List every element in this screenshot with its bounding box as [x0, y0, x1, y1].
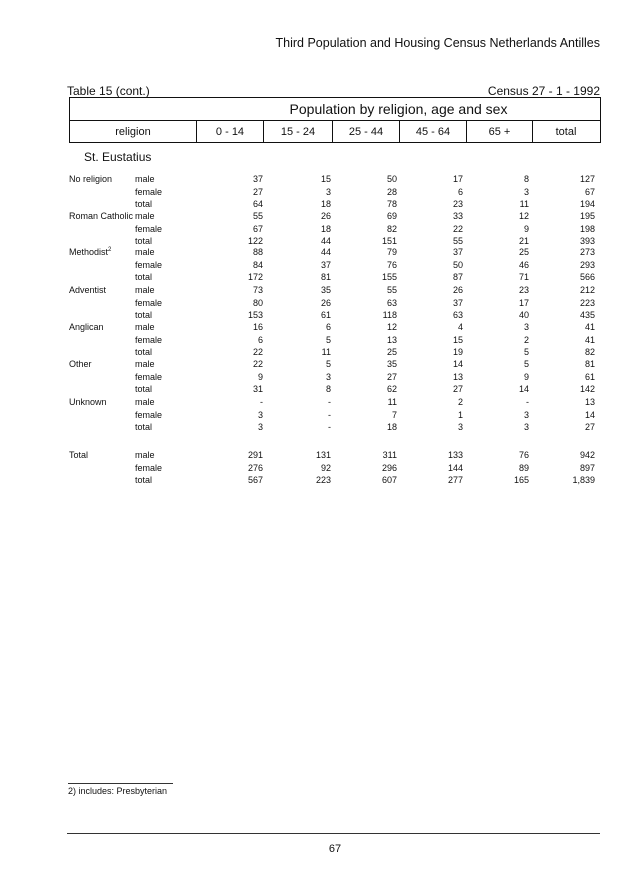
- sex-label: total: [135, 475, 153, 485]
- value-cell: 88: [252, 247, 263, 257]
- value-cell: 37: [320, 259, 331, 270]
- sex-label: male: [135, 322, 155, 332]
- value-cell: 63: [386, 297, 397, 308]
- value-cell: 80: [252, 297, 263, 308]
- value-cell: -: [328, 397, 331, 407]
- sex-label: total: [135, 384, 153, 394]
- religion-label: [69, 246, 111, 258]
- value-cell: 55: [252, 211, 263, 221]
- value-cell: 25: [518, 247, 529, 257]
- sex-label: female: [135, 409, 163, 420]
- value-cell: 87: [452, 272, 463, 282]
- sex-label: total: [135, 310, 153, 320]
- value-cell: 41: [584, 322, 595, 332]
- value-cell: 27: [252, 186, 263, 197]
- value-cell: 223: [315, 475, 331, 485]
- value-cell: 3: [325, 186, 331, 197]
- value-cell: 89: [518, 462, 529, 473]
- sex-label: male: [135, 174, 155, 184]
- value-cell: 14: [452, 359, 463, 369]
- value-cell: 607: [381, 475, 397, 485]
- value-cell: 55: [452, 236, 463, 246]
- value-cell: 50: [386, 174, 397, 184]
- value-cell: 194: [579, 199, 595, 209]
- value-cell: -: [328, 409, 331, 420]
- table-row: [0, 186, 630, 198]
- value-cell: 8: [523, 174, 529, 184]
- value-cell: 165: [513, 475, 529, 485]
- value-cell: 142: [579, 384, 595, 394]
- value-cell: 71: [518, 272, 529, 282]
- page-bottom-rule: [67, 833, 600, 834]
- sex-label: female: [135, 186, 163, 197]
- value-cell: 7: [391, 409, 397, 420]
- sex-label: female: [135, 297, 163, 308]
- value-cell: 296: [381, 462, 397, 473]
- religion-name: Methodist: [69, 247, 109, 257]
- value-cell: 311: [382, 450, 397, 460]
- value-cell: 18: [320, 199, 331, 209]
- sex-label: female: [135, 462, 163, 473]
- table-row: [0, 462, 630, 474]
- value-cell: -: [526, 397, 529, 407]
- value-cell: 17: [518, 297, 529, 308]
- value-cell: 35: [320, 285, 331, 295]
- value-cell: 3: [523, 322, 529, 332]
- religion-label: [69, 449, 88, 461]
- value-cell: 84: [252, 259, 263, 270]
- value-cell: 44: [320, 236, 331, 246]
- value-cell: 22: [252, 347, 263, 357]
- table-row: [0, 271, 630, 283]
- value-cell: 9: [523, 371, 529, 382]
- value-cell: 212: [579, 285, 595, 295]
- sex-label: female: [135, 371, 163, 382]
- value-cell: 942: [579, 450, 595, 460]
- table-row: [0, 474, 630, 486]
- value-cell: 5: [325, 334, 331, 345]
- table-row: [0, 259, 630, 271]
- value-cell: 8: [325, 384, 331, 394]
- value-cell: 61: [584, 371, 595, 382]
- value-cell: 26: [320, 297, 331, 308]
- table-row: [0, 309, 630, 321]
- value-cell: 22: [252, 359, 263, 369]
- table-row: [0, 449, 630, 461]
- column-header-age-0-14: 0 - 14: [197, 121, 264, 142]
- value-cell: 27: [386, 371, 397, 382]
- value-cell: 44: [320, 247, 331, 257]
- religion-name: No religion: [69, 174, 113, 184]
- value-cell: 14: [518, 384, 529, 394]
- value-cell: 31: [252, 384, 263, 394]
- value-cell: 131: [315, 450, 331, 460]
- value-cell: -: [260, 397, 263, 407]
- value-cell: 291: [247, 450, 263, 460]
- value-cell: 41: [584, 334, 595, 345]
- table-header: [69, 97, 601, 143]
- table-row: [0, 246, 630, 258]
- religion-label: [69, 358, 92, 370]
- sex-label: male: [135, 285, 155, 295]
- value-cell: 4: [457, 322, 463, 332]
- value-cell: 435: [579, 310, 595, 320]
- value-cell: 6: [257, 334, 263, 345]
- table-row: [0, 358, 630, 370]
- value-cell: 9: [257, 371, 263, 382]
- sex-label: female: [135, 334, 163, 345]
- table-row: [0, 334, 630, 346]
- value-cell: 567: [247, 475, 263, 485]
- table-row: [0, 210, 630, 222]
- value-cell: 1: [457, 409, 463, 420]
- value-cell: 13: [386, 334, 397, 345]
- value-cell: 6: [325, 322, 331, 332]
- sex-label: male: [135, 211, 155, 221]
- value-cell: 55: [386, 285, 397, 295]
- religion-label: [69, 284, 106, 296]
- value-cell: 13: [584, 397, 595, 407]
- value-cell: 73: [252, 285, 263, 295]
- table-row: [0, 346, 630, 358]
- value-cell: 82: [386, 223, 397, 234]
- value-cell: 223: [579, 297, 595, 308]
- value-cell: 81: [584, 359, 595, 369]
- value-cell: 23: [452, 199, 463, 209]
- table-row: [0, 396, 630, 408]
- value-cell: 35: [386, 359, 397, 369]
- value-cell: 127: [579, 174, 595, 184]
- value-cell: 273: [579, 247, 595, 257]
- sex-label: female: [135, 223, 163, 234]
- sex-label: total: [135, 347, 153, 357]
- value-cell: 26: [452, 285, 463, 295]
- value-cell: 19: [452, 347, 463, 357]
- value-cell: 67: [252, 223, 263, 234]
- sex-label: male: [135, 450, 155, 460]
- page-number: 67: [328, 843, 342, 855]
- value-cell: 40: [518, 310, 529, 320]
- value-cell: 897: [579, 462, 595, 473]
- value-cell: 3: [257, 409, 263, 420]
- value-cell: 3: [523, 409, 529, 420]
- island-heading: St. Eustatius: [84, 150, 152, 164]
- value-cell: 293: [579, 259, 595, 270]
- value-cell: 26: [320, 211, 331, 221]
- value-cell: 133: [447, 450, 463, 460]
- value-cell: 3: [523, 422, 529, 432]
- religion-name: Adventist: [69, 285, 107, 295]
- value-cell: 276: [247, 462, 263, 473]
- value-cell: 76: [518, 450, 529, 460]
- table-row: [0, 409, 630, 421]
- column-header-religion: religion: [70, 121, 197, 142]
- value-cell: 11: [321, 347, 331, 357]
- value-cell: 22: [452, 223, 463, 234]
- religion-label: [69, 210, 133, 222]
- sex-label: total: [135, 272, 153, 282]
- running-header: Third Population and Housing Census Netherlands Antilles: [275, 36, 600, 50]
- value-cell: 144: [447, 462, 463, 473]
- value-cell: 195: [579, 211, 595, 221]
- sex-label: male: [135, 247, 155, 257]
- value-cell: 27: [584, 422, 595, 432]
- value-cell: 69: [386, 211, 397, 221]
- column-header-row: [70, 120, 600, 142]
- value-cell: 5: [523, 347, 529, 357]
- value-cell: 16: [252, 322, 263, 332]
- value-cell: 11: [387, 397, 397, 407]
- value-cell: 62: [386, 384, 397, 394]
- value-cell: 37: [452, 247, 463, 257]
- footnote: 2) includes: Presbyterian: [68, 786, 168, 796]
- value-cell: 5: [325, 359, 331, 369]
- religion-name: Total: [69, 450, 89, 460]
- sex-label: female: [135, 259, 163, 270]
- value-cell: 151: [381, 236, 397, 246]
- value-cell: 15: [320, 174, 331, 184]
- value-cell: 122: [247, 236, 263, 246]
- table-row: [0, 284, 630, 296]
- value-cell: 78: [386, 199, 397, 209]
- value-cell: 92: [320, 462, 331, 473]
- religion-name: Roman Catholic: [69, 211, 134, 221]
- value-cell: 23: [518, 285, 529, 295]
- value-cell: 3: [325, 371, 331, 382]
- value-cell: 76: [386, 259, 397, 270]
- value-cell: 64: [252, 199, 263, 209]
- table-row: [0, 421, 630, 433]
- value-cell: 5: [523, 359, 529, 369]
- value-cell: 198: [579, 223, 595, 234]
- value-cell: 9: [523, 223, 529, 234]
- footnote-marker: 2: [108, 247, 112, 253]
- religion-label: [69, 396, 107, 408]
- value-cell: 277: [447, 475, 463, 485]
- footnote-rule: [68, 783, 173, 784]
- table-row: [0, 321, 630, 333]
- value-cell: 15: [452, 334, 463, 345]
- value-cell: 14: [584, 409, 595, 420]
- column-header-age-65-plus: 65 +: [467, 121, 533, 142]
- value-cell: 3: [457, 422, 463, 432]
- value-cell: 50: [452, 259, 463, 270]
- value-cell: 12: [386, 322, 397, 332]
- column-header-age-15-24: 15 - 24: [264, 121, 333, 142]
- value-cell: 13: [452, 371, 463, 382]
- table-row: [0, 173, 630, 185]
- value-cell: -: [328, 422, 331, 432]
- religion-name: Unknown: [69, 397, 107, 407]
- table-id: Table 15 (cont.): [67, 84, 150, 98]
- value-cell: 18: [320, 223, 331, 234]
- value-cell: 153: [247, 310, 263, 320]
- religion-name: Anglican: [69, 322, 104, 332]
- sex-label: total: [135, 422, 153, 432]
- sex-label: male: [135, 359, 155, 369]
- value-cell: 81: [320, 272, 331, 282]
- value-cell: 63: [452, 310, 463, 320]
- table-row: [0, 223, 630, 235]
- value-cell: 155: [381, 272, 397, 282]
- sex-label: total: [135, 236, 153, 246]
- sex-label: male: [135, 397, 155, 407]
- table-row: [0, 198, 630, 210]
- table-row: [0, 383, 630, 395]
- value-cell: 2: [457, 397, 463, 407]
- value-cell: 33: [452, 211, 463, 221]
- value-cell: 3: [523, 186, 529, 197]
- value-cell: 1,839: [572, 475, 595, 485]
- column-header-age-45-64: 45 - 64: [400, 121, 467, 142]
- religion-label: [69, 321, 104, 333]
- value-cell: 46: [518, 259, 529, 270]
- value-cell: 82: [584, 347, 595, 357]
- table-row: [0, 371, 630, 383]
- value-cell: 566: [579, 272, 595, 282]
- value-cell: 79: [386, 247, 397, 257]
- value-cell: 25: [386, 347, 397, 357]
- value-cell: 6: [457, 186, 463, 197]
- value-cell: 172: [247, 272, 263, 282]
- value-cell: 27: [452, 384, 463, 394]
- table-caption: Population by religion, age and sex: [289, 101, 508, 117]
- value-cell: 17: [452, 174, 463, 184]
- column-header-age-25-44: 25 - 44: [333, 121, 400, 142]
- value-cell: 37: [452, 297, 463, 308]
- value-cell: 12: [518, 211, 529, 221]
- religion-label: [69, 173, 112, 185]
- value-cell: 118: [382, 310, 397, 320]
- sex-label: total: [135, 199, 153, 209]
- value-cell: 37: [252, 174, 263, 184]
- value-cell: 11: [519, 199, 529, 209]
- table-row: [0, 297, 630, 309]
- column-header-total: total: [555, 125, 577, 138]
- value-cell: 67: [584, 186, 595, 197]
- value-cell: 28: [386, 186, 397, 197]
- value-cell: 61: [320, 310, 331, 320]
- value-cell: 21: [518, 236, 529, 246]
- religion-name: Other: [69, 359, 92, 369]
- value-cell: 3: [257, 422, 263, 432]
- value-cell: 18: [386, 422, 397, 432]
- census-date: Census 27 - 1 - 1992: [487, 84, 600, 98]
- value-cell: 393: [579, 236, 595, 246]
- value-cell: 2: [523, 334, 529, 345]
